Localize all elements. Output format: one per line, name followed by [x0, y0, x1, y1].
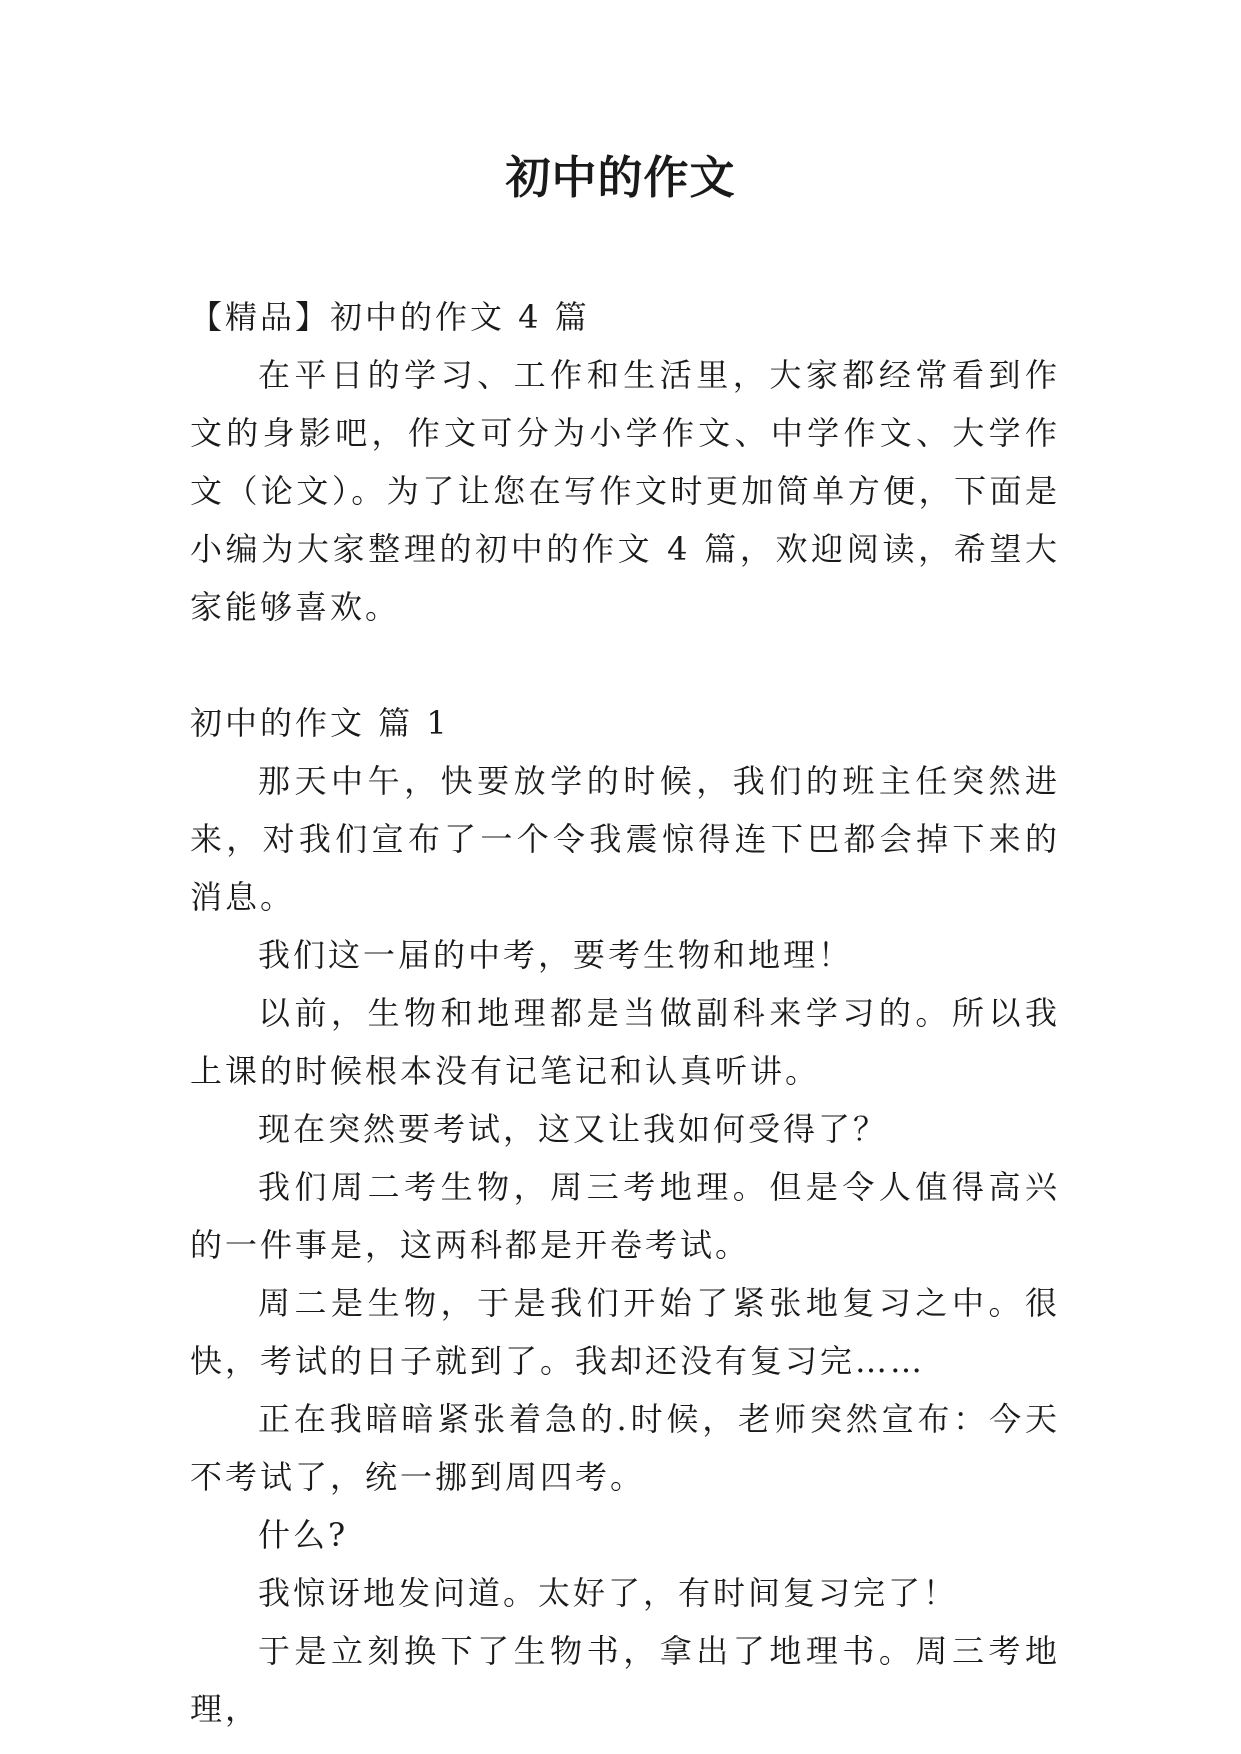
section-spacer	[190, 636, 1060, 694]
body-paragraph: 我惊讶地发问道。太好了，有时间复习完了！	[258, 1574, 959, 1612]
body-paragraph: 现在突然要考试，这又让我如何受得了？	[258, 1110, 889, 1148]
body-paragraph: 于是立刻换下了生物书，拿出了地理书。周三考地理，	[190, 1632, 1060, 1728]
body-paragraph: 周二是生物，于是我们开始了紧张地复习之中。很快，考试的日子就到了。我却还没有复习完……	[190, 1284, 1060, 1380]
document-body	[190, 288, 1060, 1738]
body-paragraph: 我们周二考生物，周三考地理。但是令人值得高兴的一件事是，这两科都是开卷考试。	[190, 1168, 1060, 1264]
body-paragraph: 那天中午，快要放学的时候，我们的班主任突然进来，对我们宣布了一个令我震惊得连下巴都会掉下来的消息。	[190, 762, 1060, 916]
intro-paragraph: 在平日的学习、工作和生活里，大家都经常看到作文的身影吧，作文可分为小学作文、中学作文、大学作文（论文）。为了让您在写作文时更加简单方便，下面是小编为大家整理的初中的作文 4 篇，欢迎阅读，希望大家能够喜欢。	[190, 356, 1060, 626]
body-paragraph: 我们这一届的中考，要考生物和地理！	[258, 936, 854, 974]
body-paragraph: 正在我暗暗紧张着急的.时候，老师突然宣布：今天不考试了，统一挪到周四考。	[190, 1400, 1060, 1496]
document-title: 初中的作文	[505, 151, 736, 204]
document-subtitle: 【精品】初中的作文 4 篇	[190, 298, 590, 336]
body-paragraph: 以前，生物和地理都是当做副科来学习的。所以我上课的时候根本没有记笔记和认真听讲。	[190, 994, 1060, 1090]
body-paragraph: 什么?	[258, 1516, 349, 1554]
section-heading: 初中的作文 篇 1	[190, 704, 450, 742]
